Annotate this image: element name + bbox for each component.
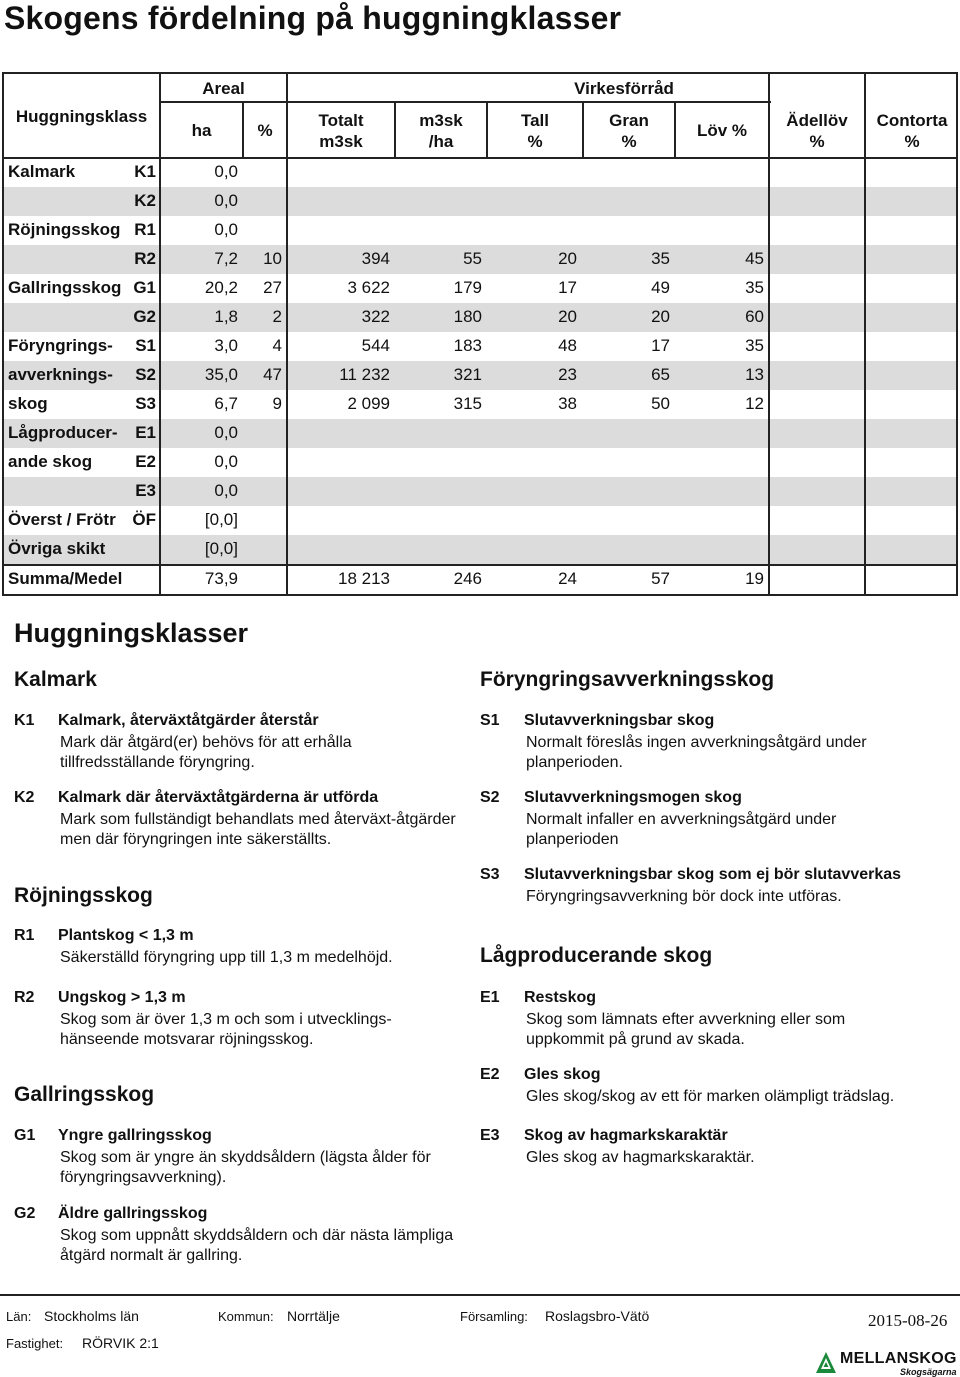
mellanskog-logo <box>812 1350 960 1376</box>
class-code: G2 <box>14 1205 36 1222</box>
header-adellov-line1: Ädellöv <box>786 111 848 130</box>
row-code: S1 <box>135 336 156 355</box>
header-contorta <box>866 110 958 152</box>
header-adellov <box>770 110 864 152</box>
class-title: Restskog <box>524 989 597 1006</box>
section-heading: Huggningsklasser <box>14 618 249 648</box>
header-ha: ha <box>191 121 212 140</box>
class-description: Skog som är över 1,3 m och som i utvecklings-hänseende motsvarar röjningsskog. <box>60 1011 392 1048</box>
header-tall <box>488 110 582 152</box>
class-code: S2 <box>480 789 500 806</box>
row-code: S2 <box>135 365 156 384</box>
class-code: S1 <box>480 712 500 729</box>
row-code: G1 <box>133 278 156 297</box>
cell-gran: 50 <box>651 394 670 413</box>
class-description: Skog som lämnats efter avverkning eller som uppkommit på grund av skada. <box>526 1011 846 1048</box>
class-title: Kalmark, återväxtåtgärder återstår <box>58 712 319 729</box>
cell-gran: 20 <box>651 307 670 326</box>
cell-lov: 35 <box>745 278 764 297</box>
cell-tot: 394 <box>361 249 390 268</box>
category-title: Gallringsskog <box>14 1083 155 1106</box>
class-description: Skog som uppnått skyddsåldern och där nästa lämpliga åtgärd normalt är gallring. <box>60 1227 454 1264</box>
lan-value: Stockholms län <box>44 1308 139 1324</box>
cell-ha: 0,0 <box>214 191 238 210</box>
class-title: Plantskog < 1,3 m <box>58 927 194 944</box>
logo-name: MELLANSKOG <box>840 1350 957 1367</box>
class-description: Gles skog/skog av ett för marken olämpligt trädslag. <box>526 1088 895 1105</box>
page-title: Skogens fördelning på huggningklasser <box>4 0 622 36</box>
class-description: Normalt föreslås ingen avverkningsåtgärd under planperioden. <box>526 734 867 771</box>
summary-gran: 57 <box>651 569 670 588</box>
row-code: E3 <box>135 481 156 500</box>
row-code: E1 <box>135 423 156 442</box>
col-divider <box>159 74 161 594</box>
cell-pct: 4 <box>272 336 282 355</box>
row-label: Röjningsskog <box>8 220 121 239</box>
cell-tall: 38 <box>558 394 577 413</box>
cell-ha: 0,0 <box>214 452 238 471</box>
header-tall-line1: Tall <box>520 111 550 130</box>
category-title: Föryngringsavverkningsskog <box>480 668 775 691</box>
header-gran-line1: Gran <box>609 111 649 130</box>
cell-ha: 3,0 <box>214 336 238 355</box>
logo-subtitle: Skogsägarna <box>900 1367 957 1377</box>
cell-ha: 0,0 <box>214 220 238 239</box>
cell-pct: 27 <box>263 278 282 297</box>
cell-m3ha: 55 <box>463 249 482 268</box>
cell-gran: 17 <box>651 336 670 355</box>
cell-lov: 13 <box>745 365 764 384</box>
row-code: G2 <box>133 307 156 326</box>
footer-divider <box>0 1294 960 1296</box>
header-contorta-line1: Contorta <box>876 111 948 130</box>
header-lov: Löv % <box>696 121 748 140</box>
class-title: Ungskog > 1,3 m <box>58 989 186 1006</box>
category-title: Röjningsskog <box>14 884 153 907</box>
class-code: G1 <box>14 1127 36 1144</box>
row-label: Kalmark <box>8 162 76 181</box>
class-title: Äldre gallringsskog <box>58 1205 208 1222</box>
class-title: Kalmark där återväxtåtgärderna är utförda <box>58 789 379 806</box>
cell-m3ha: 321 <box>453 365 482 384</box>
class-code: S3 <box>480 866 500 883</box>
summary-label: Summa/Medel <box>8 569 123 588</box>
header-pct: % <box>257 121 273 140</box>
cell-gran: 35 <box>651 249 670 268</box>
class-title: Slutavverkningsbar skog som ej bör slutavverkas <box>524 866 902 883</box>
cell-m3ha: 183 <box>453 336 482 355</box>
class-title: Skog av hagmarkskaraktär <box>524 1127 728 1144</box>
cell-tot: 3 622 <box>347 278 390 297</box>
header-m3ha <box>396 110 486 152</box>
summary-m3ha: 246 <box>453 569 482 588</box>
category-title: Kalmark <box>14 668 97 691</box>
cell-lov: 45 <box>745 249 764 268</box>
cell-tall: 20 <box>558 249 577 268</box>
row-label: Överst / Frötr <box>8 510 116 529</box>
cell-ha: [0,0] <box>204 510 238 529</box>
cell-tot: 544 <box>361 336 390 355</box>
summary-ha: 73,9 <box>204 569 238 588</box>
kommun-value: Norrtälje <box>287 1308 340 1324</box>
row-code: R1 <box>134 220 156 239</box>
header-contorta-line2: % <box>904 132 920 151</box>
summary-lov: 19 <box>745 569 764 588</box>
row-divider <box>4 564 956 566</box>
forsamling-label: Församling: <box>460 1309 528 1324</box>
cell-ha: 6,7 <box>214 394 238 413</box>
cell-tall: 23 <box>558 365 577 384</box>
tree-logo-icon <box>814 1351 838 1375</box>
row-label: Lågproducer- <box>8 423 118 442</box>
class-title: Slutavverkningsmogen skog <box>524 789 742 806</box>
cell-m3ha: 315 <box>453 394 482 413</box>
class-description: Gles skog av hagmarkskaraktär. <box>526 1149 755 1166</box>
cell-tall: 48 <box>558 336 577 355</box>
header-m3ha-line1: m3sk <box>419 111 463 130</box>
cell-tall: 20 <box>558 307 577 326</box>
row-code: R2 <box>134 249 156 268</box>
cell-gran: 65 <box>651 365 670 384</box>
row-label: Övriga skikt <box>8 539 106 558</box>
cell-ha: 0,0 <box>214 162 238 181</box>
header-huggningsklass: Huggningsklass <box>15 107 148 126</box>
row-shade <box>4 535 956 564</box>
cell-ha: 7,2 <box>214 249 238 268</box>
summary-tot: 18 213 <box>338 569 390 588</box>
row-code: ÖF <box>132 510 156 529</box>
report-date: 2015-08-26 <box>868 1311 948 1330</box>
row-code: K2 <box>134 191 156 210</box>
cell-tot: 322 <box>361 307 390 326</box>
class-description: Föryngringsavverkning bör dock inte utföras. <box>526 888 842 905</box>
header-tall-line2: % <box>527 132 543 151</box>
cell-ha: 0,0 <box>214 423 238 442</box>
row-label: Föryngrings- <box>8 336 113 355</box>
kommun-label: Kommun: <box>218 1309 274 1324</box>
row-divider <box>159 101 771 103</box>
header-totalt-line1: Totalt <box>318 111 364 130</box>
cell-lov: 60 <box>745 307 764 326</box>
header-gran <box>584 110 674 152</box>
summary-tall: 24 <box>558 569 577 588</box>
class-code: R1 <box>14 927 35 944</box>
row-label: skog <box>8 394 48 413</box>
cell-gran: 49 <box>651 278 670 297</box>
class-code: E1 <box>480 989 500 1006</box>
row-label: avverknings- <box>8 365 113 384</box>
cell-m3ha: 179 <box>453 278 482 297</box>
fastighet-value: RÖRVIK 2:1 <box>82 1335 159 1351</box>
row-divider <box>4 157 956 159</box>
class-code: K1 <box>14 712 35 729</box>
class-title: Gles skog <box>524 1066 601 1083</box>
cell-m3ha: 180 <box>453 307 482 326</box>
cell-tall: 17 <box>558 278 577 297</box>
header-areal: Areal <box>202 79 245 98</box>
category-title: Lågproducerande skog <box>480 944 713 967</box>
row-label: Gallringsskog <box>8 278 122 297</box>
fastighet-label: Fastighet: <box>6 1336 64 1351</box>
cell-ha: 20,2 <box>204 278 238 297</box>
cell-tot: 2 099 <box>347 394 390 413</box>
class-description: Skog som är yngre än skyddsåldern (lägsta ålder för föryngringsavverkning). <box>60 1149 431 1186</box>
forsamling-value: Roslagsbro-Vätö <box>545 1308 650 1324</box>
header-gran-line2: % <box>621 132 637 151</box>
header-totalt-line2: m3sk <box>319 132 363 151</box>
row-code: S3 <box>135 394 156 413</box>
class-code: E2 <box>480 1066 500 1083</box>
lan-label: Län: <box>6 1309 32 1324</box>
cell-lov: 12 <box>745 394 764 413</box>
huggningsklass-table <box>2 72 958 596</box>
cell-tot: 11 232 <box>339 365 390 384</box>
cell-ha: 0,0 <box>214 481 238 500</box>
cell-pct: 47 <box>263 365 282 384</box>
row-code: E2 <box>135 452 156 471</box>
col-divider <box>768 74 770 594</box>
class-code: E3 <box>480 1127 500 1144</box>
header-m3ha-line2: /ha <box>428 132 454 151</box>
class-description: Mark där åtgärd(er) behövs för att erhålla tillfredsställande föryngring. <box>60 734 352 771</box>
col-divider <box>286 74 288 594</box>
header-virkesforrad: Virkesförråd <box>574 79 674 98</box>
cell-ha: [0,0] <box>204 539 238 558</box>
col-divider <box>864 74 866 594</box>
class-title: Slutavverkningsbar skog <box>524 712 715 729</box>
class-code: R2 <box>14 989 35 1006</box>
class-description: Mark som fullständigt behandlats med återväxt-åtgärder men där föryngringen inte säkerställts. <box>60 811 456 848</box>
cell-lov: 35 <box>745 336 764 355</box>
header-totalt <box>288 110 394 152</box>
header-adellov-line2: % <box>809 132 825 151</box>
class-description: Säkerställd föryngring upp till 1,3 m medelhöjd. <box>60 949 393 966</box>
cell-ha: 1,8 <box>214 307 238 326</box>
class-code: K2 <box>14 789 35 806</box>
class-description: Normalt infaller en avverkningsåtgärd under planperioden <box>526 811 837 848</box>
cell-ha: 35,0 <box>204 365 238 384</box>
cell-pct: 10 <box>263 249 282 268</box>
row-code: K1 <box>134 162 156 181</box>
row-label: ande skog <box>8 452 93 471</box>
cell-pct: 9 <box>272 394 282 413</box>
cell-pct: 2 <box>272 307 282 326</box>
class-title: Yngre gallringsskog <box>58 1127 212 1144</box>
